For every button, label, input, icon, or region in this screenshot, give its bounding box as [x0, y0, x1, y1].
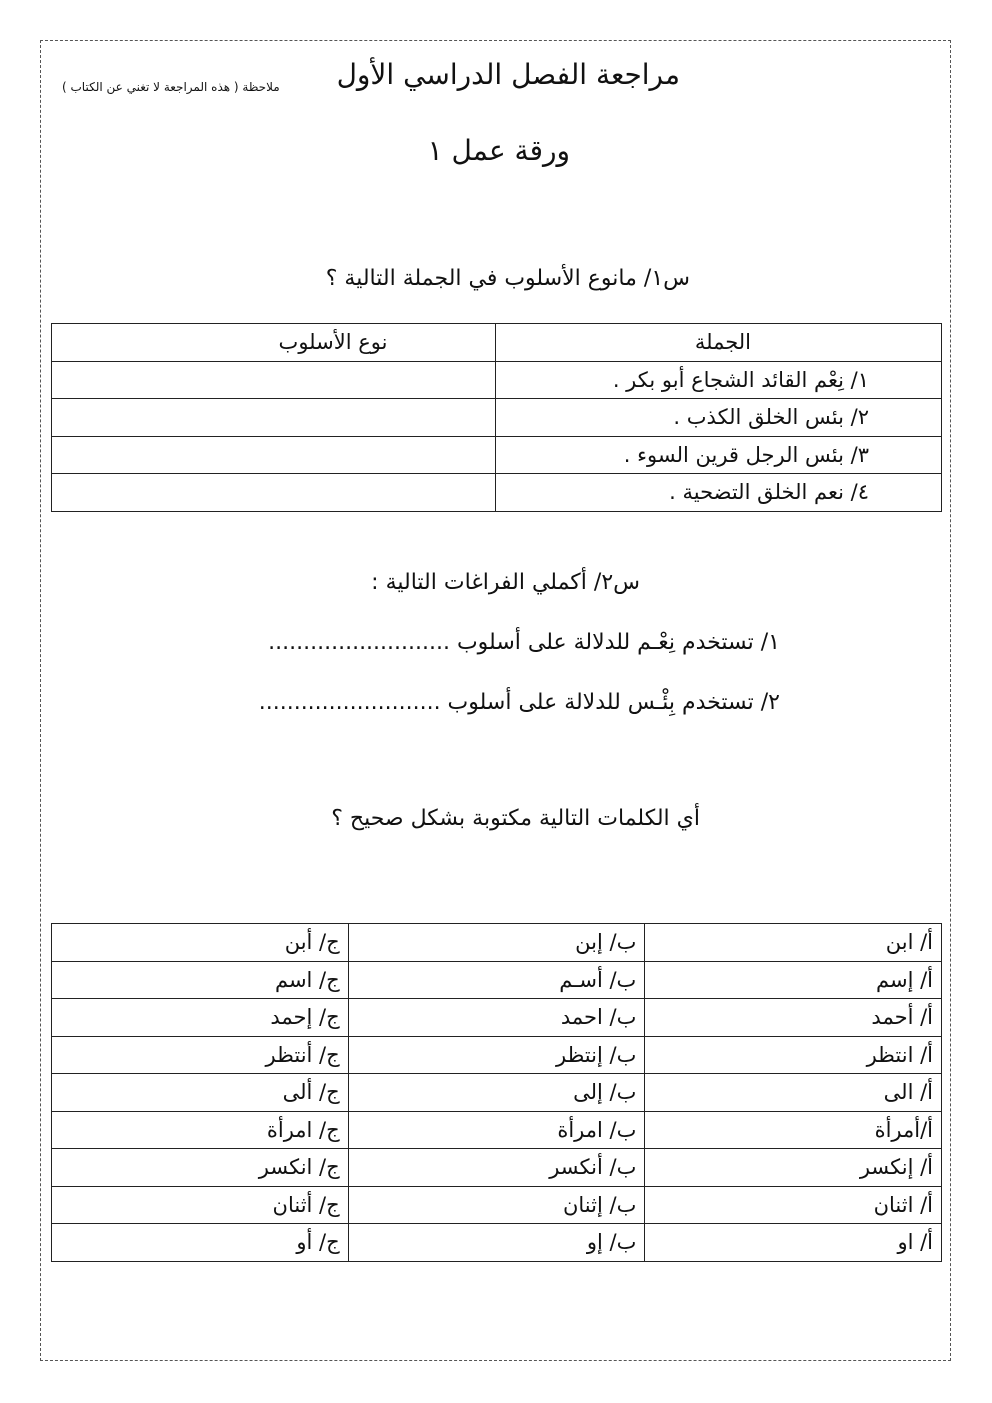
page-title: مراجعة الفصل الدراسي الأول	[336, 58, 680, 91]
table-row	[52, 999, 942, 1037]
option-c: ج/ إحمد	[52, 999, 349, 1037]
option-c: ج/ ألى	[52, 1074, 349, 1112]
table-row	[52, 1186, 942, 1224]
option-c: ج/ أبن	[52, 924, 349, 962]
option-b: ب/ إبن	[348, 924, 645, 962]
option-c: ج/ أو	[52, 1224, 349, 1262]
table-row	[52, 361, 942, 399]
fill-blank-1: ١/ تستخدم نِعْـم للدلالة على أسلوب ..........................	[268, 630, 780, 655]
style-type-table	[51, 323, 942, 512]
option-a: أ/ إسم	[645, 961, 942, 999]
sentence-cell: ٣/ بئس الرجل قرين السوء .	[496, 436, 942, 474]
option-b: ب/ احمد	[348, 999, 645, 1037]
option-b: ب/ إنتظر	[348, 1036, 645, 1074]
option-a: أ/ الى	[645, 1074, 942, 1112]
table-row	[52, 1111, 942, 1149]
option-b: ب/ أسـم	[348, 961, 645, 999]
option-a: أ/ اثنان	[645, 1186, 942, 1224]
option-a: أ/ إنكسر	[645, 1149, 942, 1187]
sentence-cell: ٤/ نعم الخلق التضحية .	[496, 474, 942, 512]
answer-cell[interactable]	[52, 399, 496, 437]
option-c: ج/ انكسر	[52, 1149, 349, 1187]
table-row	[52, 924, 942, 962]
question-1-prompt: س١/ مانوع الأسلوب في الجملة التالية ؟	[325, 266, 690, 291]
worksheet-subtitle: ورقة عمل ١	[427, 134, 570, 167]
option-c: ج/ اسم	[52, 961, 349, 999]
option-b: ب/ إثنان	[348, 1186, 645, 1224]
option-b: ب/ امرأة	[348, 1111, 645, 1149]
table-row	[52, 436, 942, 474]
answer-cell[interactable]	[52, 361, 496, 399]
table-header-row	[52, 324, 942, 362]
option-a: أ/أمرأة	[645, 1111, 942, 1149]
option-a: أ/ انتظر	[645, 1036, 942, 1074]
answer-cell[interactable]	[52, 436, 496, 474]
option-b: ب/ إو	[348, 1224, 645, 1262]
option-a: أ/ او	[645, 1224, 942, 1262]
option-a: أ/ ابن	[645, 924, 942, 962]
option-c: ج/ أثنان	[52, 1186, 349, 1224]
review-note: ملاحظة ( هذه المراجعة لا تغني عن الكتاب )	[62, 80, 280, 94]
option-b: ب/ إلى	[348, 1074, 645, 1112]
header-sentence: الجملة	[496, 324, 942, 362]
option-c: ج/ امرأة	[52, 1111, 349, 1149]
option-a: أ/ أحمد	[645, 999, 942, 1037]
header-style-type: نوع الأسلوب	[52, 324, 496, 362]
table-row	[52, 399, 942, 437]
table-row	[52, 1036, 942, 1074]
question-2-prompt: س٢/ أكملي الفراغات التالية :	[371, 570, 640, 595]
answer-cell[interactable]	[52, 474, 496, 512]
table-row	[52, 1074, 942, 1112]
fill-blank-2: ٢/ تستخدم بِئْـس للدلالة على أسلوب ..........................	[258, 690, 780, 715]
sentence-cell: ٢/ بئس الخلق الكذب .	[496, 399, 942, 437]
spelling-choices-table	[51, 923, 942, 1262]
option-b: ب/ أنكسر	[348, 1149, 645, 1187]
table-row	[52, 1149, 942, 1187]
table-row	[52, 1224, 942, 1262]
table-row	[52, 474, 942, 512]
option-c: ج/ أنتظر	[52, 1036, 349, 1074]
question-3-prompt: أي الكلمات التالية مكتوبة بشكل صحيح ؟	[331, 806, 700, 831]
sentence-cell: ١/ نِعْم القائد الشجاع أبو بكر .	[496, 361, 942, 399]
table-row	[52, 961, 942, 999]
